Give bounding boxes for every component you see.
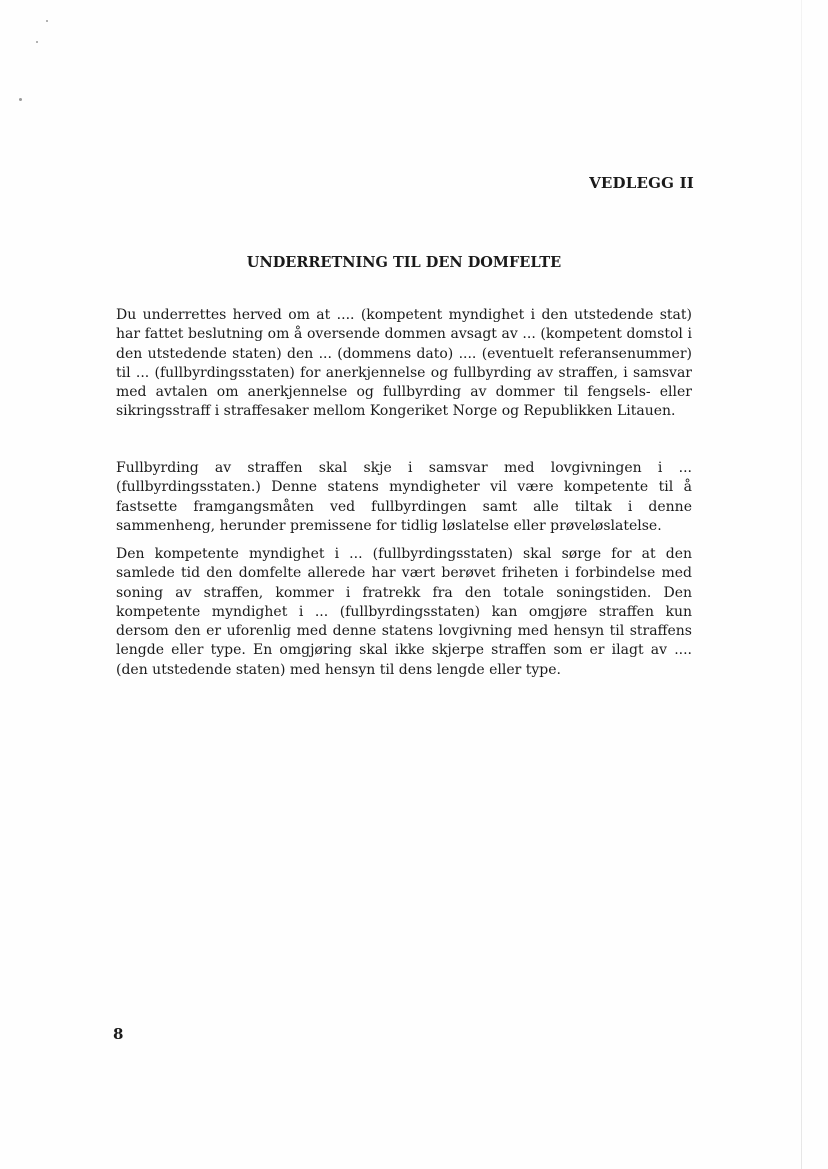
scan-speck	[36, 41, 38, 43]
scan-speck	[46, 20, 48, 22]
page-number: 8	[113, 1025, 124, 1043]
paragraph-notification: Du underrettes herved om at .... (kompetent myndighet i den utstedende stat) har fattet beslutning om å oversende dommen avsagt av ... (kompetent domstol i den utstedende staten) den ... (dommens dato) .... (eventuelt referansenummer) til ... (fullbyrdingsstaten) for anerkjennelse og fullbyrding av straffen, i samsvar med avtalen om anerkjennelse og fullbyrding av dommer til fengsels- eller sikringsstraff i straffesaker mellom Kongeriket Norge og Republikken Litauen.	[116, 307, 692, 420]
paragraph-deduction: Den kompetente myndighet i ... (fullbyrdingsstaten) skal sørge for at den samlede tid den domfelte allerede har vært berøvet friheten i forbindelse med soning av straffen, kommer i fratrekk fra den totale soningstiden. Den kompetente myndighet i ... (fullbyrdingsstaten) kan omgjøre straffen kun dersom den er uforenlig med denne statens lovgivning med hensyn til straffens lengde eller type. En omgjøring skal ikke skjerpe straffen som er ilagt av .... (den utstedende staten) med hensyn til dens lengde eller type.	[116, 546, 692, 678]
document-title: UNDERRETNING TIL DEN DOMFELTE	[246, 254, 562, 271]
scan-edge-line	[801, 0, 802, 1169]
paragraph-enforcement: Fullbyrding av straffen skal skje i samsvar med lovgivningen i ... (fullbyrdingsstaten.) Denne statens myndigheter vil være kompetente til å fastsette framgangsmåten ved fullbyrdingen samt alle tiltak i denne sammenheng, herunder premissene for tidlig løslatelse eller prøveløslatelse.	[116, 460, 692, 534]
scan-speck	[19, 98, 22, 101]
annex-label: VEDLEGG II	[589, 174, 694, 192]
